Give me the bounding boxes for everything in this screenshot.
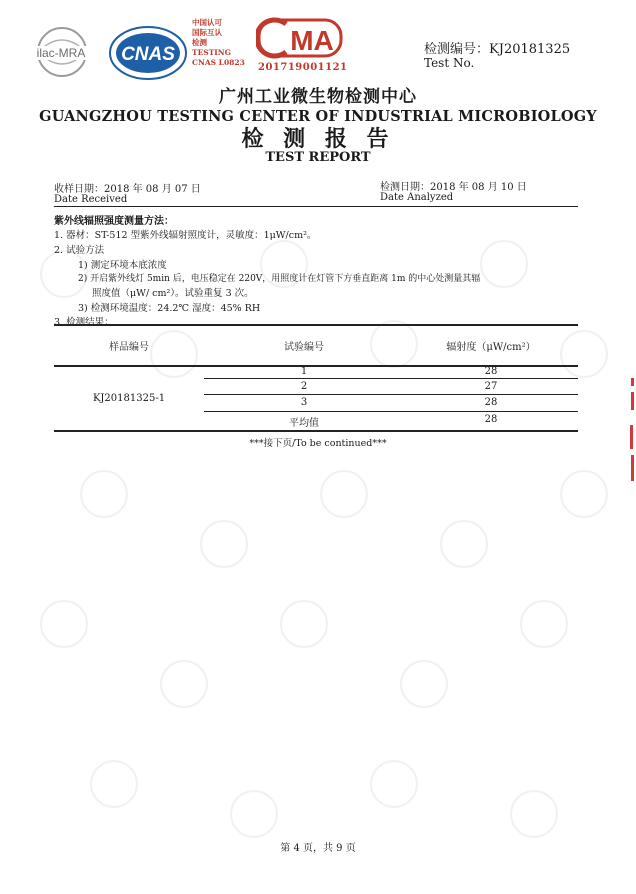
watermark-mark bbox=[160, 660, 208, 708]
method-step-1: 1) 测定环境本底浓度 bbox=[78, 260, 167, 271]
method-step-3: 3) 检测环境温度：24.2℃ 湿度：45% RH bbox=[78, 303, 261, 314]
sample-id-cell: KJ20181325-1 bbox=[92, 393, 166, 404]
section-title: 紫外线辐照强度测量方法： bbox=[54, 216, 174, 227]
cnas-logo bbox=[108, 24, 188, 82]
method-step-2-line1: 2) 开启紫外线灯 5min 后，电压稳定在 220V，用照度计在灯管下方垂直距离 1m 的中心处测量其辐 bbox=[78, 274, 481, 284]
watermark-mark bbox=[480, 240, 528, 288]
watermark-mark bbox=[370, 760, 418, 808]
trial-cell: 1 bbox=[300, 366, 308, 377]
cma-number: 201719001121 bbox=[258, 62, 348, 73]
report-title-cn: 检 测 报 告 bbox=[241, 126, 395, 152]
cma-text: MA bbox=[290, 25, 334, 56]
value-cell: 28 bbox=[484, 397, 498, 408]
watermark-mark bbox=[510, 790, 558, 838]
value-cell: 27 bbox=[484, 381, 498, 392]
watermark-mark bbox=[440, 520, 488, 568]
watermark-mark bbox=[200, 520, 248, 568]
date-analyzed-en: Date Analyzed bbox=[380, 192, 454, 203]
watermark-mark bbox=[280, 600, 328, 648]
header-irradiance: 辐射度（μW/cm²） bbox=[446, 341, 536, 353]
method-step-2-line2: 照度值（μW/ cm²）。试验重复 3 次。 bbox=[92, 288, 254, 299]
watermark-mark bbox=[90, 760, 138, 808]
watermark-mark bbox=[80, 470, 128, 518]
header-trial-no: 试验编号 bbox=[284, 341, 324, 353]
date-received-en: Date Received bbox=[54, 194, 128, 205]
method-item-3: 3. 检测结果： bbox=[54, 317, 114, 328]
cnas-line: 检测 bbox=[192, 38, 207, 47]
watermark-mark bbox=[560, 470, 608, 518]
page-number: 第 4 页，共 9 页 bbox=[280, 843, 356, 854]
watermark-mark bbox=[320, 470, 368, 518]
trial-cell: 2 bbox=[300, 381, 308, 392]
cnas-accreditation-text bbox=[192, 18, 245, 68]
cnas-line: TESTING bbox=[192, 48, 232, 57]
results-table bbox=[54, 325, 578, 365]
value-cell: 28 bbox=[484, 414, 498, 425]
row-rule bbox=[204, 394, 578, 395]
test-no-label-en: Test No. bbox=[424, 56, 475, 70]
watermark-mark bbox=[40, 600, 88, 648]
report-title-en: TEST REPORT bbox=[265, 150, 371, 165]
watermark-mark bbox=[400, 660, 448, 708]
date-analyzed-cn: 检测日期：2018 年 08 月 10 日 bbox=[380, 182, 527, 193]
test-no bbox=[424, 38, 570, 57]
method-item-1: 1. 器材：ST-512 型紫外线辐射照度计，灵敏度：1μW/cm²。 bbox=[54, 230, 317, 241]
table-row bbox=[204, 414, 578, 429]
divider bbox=[54, 206, 578, 207]
ilac-text: ilac-MRA bbox=[36, 46, 86, 60]
cnas-line: CNAS L0823 bbox=[192, 58, 245, 67]
table-row bbox=[204, 381, 578, 393]
table-row bbox=[204, 366, 578, 378]
stamp-edge-mark bbox=[631, 455, 634, 481]
trial-cell: 平均值 bbox=[289, 418, 319, 429]
test-no-label: 检测编号： bbox=[424, 42, 490, 57]
header-sample-id: 样品编号 bbox=[109, 341, 149, 353]
watermark-mark bbox=[520, 600, 568, 648]
stamp-edge-mark bbox=[631, 392, 634, 410]
trial-cell: 3 bbox=[300, 397, 308, 408]
continued-note: ***接下页/To be continued*** bbox=[249, 438, 387, 449]
org-title-en: GUANGZHOU TESTING CENTER OF INDUSTRIAL MICROBIOLOGY bbox=[39, 108, 597, 125]
test-no-value: KJ20181325 bbox=[489, 42, 571, 57]
org-title-cn: 广州工业微生物检测中心 bbox=[219, 87, 417, 107]
cnas-line: 国际互认 bbox=[192, 28, 222, 37]
row-rule bbox=[204, 378, 578, 379]
table-bottom-rule bbox=[54, 430, 578, 432]
watermark-mark bbox=[230, 790, 278, 838]
value-cell: 28 bbox=[484, 366, 498, 377]
cnas-line: 中国认可 bbox=[192, 18, 222, 27]
cnas-text: CNAS bbox=[121, 44, 175, 65]
date-received-cn: 收样日期：2018 年 08 月 07 日 bbox=[54, 184, 201, 195]
cma-logo bbox=[256, 16, 344, 60]
method-item-2: 2. 试验方法 bbox=[54, 245, 105, 256]
stamp-edge-mark bbox=[630, 425, 633, 449]
ilac-mra-logo bbox=[22, 24, 100, 84]
stamp-edge-mark bbox=[631, 378, 634, 386]
table-header-row bbox=[54, 325, 578, 365]
table-row bbox=[204, 397, 578, 409]
row-rule bbox=[204, 411, 578, 412]
